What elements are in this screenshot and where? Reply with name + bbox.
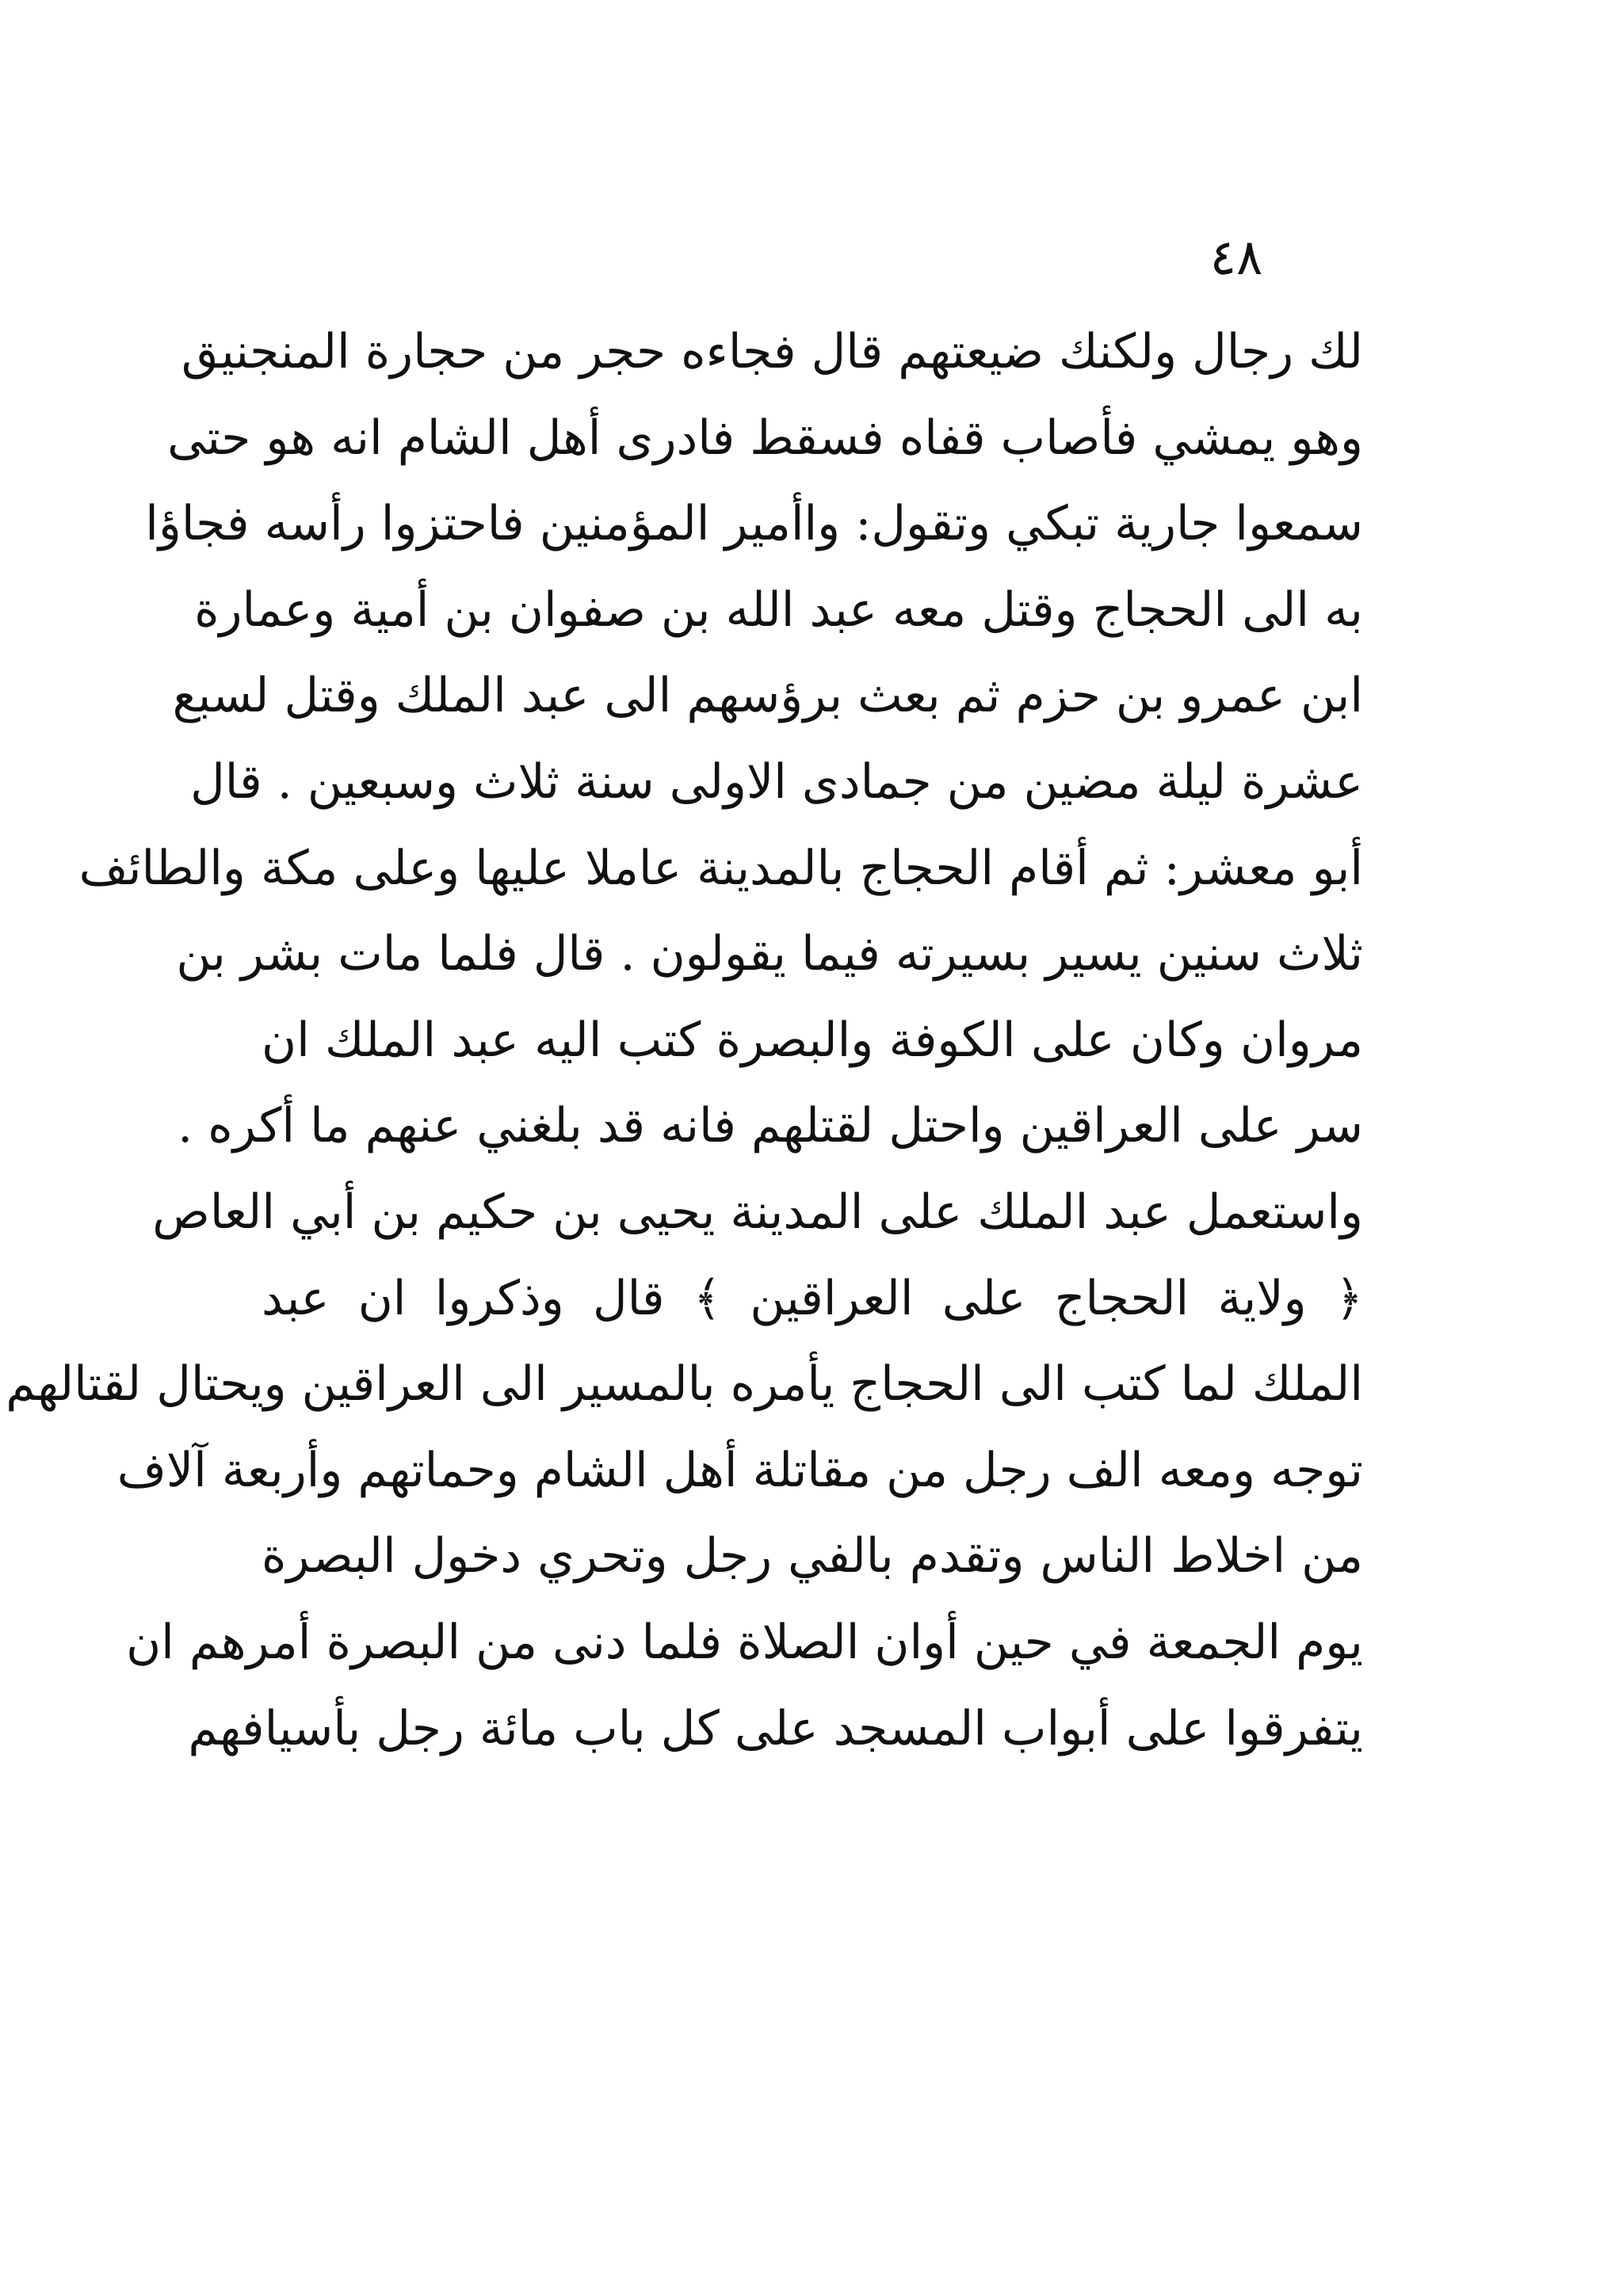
text-line: سمعوا جارية تبكي وتقول: واأمير المؤمنين فاحتزوا رأسه فجاؤا [145,496,1363,552]
text-line: به الى الحجاج وقتل معه عبد الله بن صفوان بن أمية وعمارة [194,582,1363,638]
text-line: سر على العراقين واحتل لقتلهم فانه قد بلغني عنهم ما أكره . [178,1098,1363,1154]
text-line: يوم الجمعة في حين أوان الصلاة فلما دنى من البصرة أمرهم ان [126,1614,1363,1670]
section-heading-line: ﴿ ولاية الحجاج على العراقين ﴾ قال وذكروا ان عبد [262,1270,1363,1326]
text-line: مروان وكان على الكوفة والبصرة كتب اليه عبد الملك ان [262,1012,1363,1068]
text-line: أبو معشر: ثم أقام الحجاج بالمدينة عاملا عليها وعلى مكة والطائف [78,840,1363,896]
text-line: الملك لما كتب الى الحجاج يأمره بالمسير الى العراقين ويحتال لقتالهم [6,1356,1363,1413]
text-line: وهو يمشي فأصاب قفاه فسقط فادرى أهل الشام انه هو حتى [167,410,1363,466]
text-line: توجه ومعه الف رجل من مقاتلة أهل الشام وحماتهم وأربعة آلاف [116,1442,1363,1498]
text-line: ابن عمرو بن حزم ثم بعث برؤسهم الى عبد الملك وقتل لسبع [172,668,1363,724]
text-line: عشرة ليلة مضين من جمادى الاولى سنة ثلاث وسبعين . قال [190,753,1363,810]
text-line: يتفرقوا على أبواب المسجد على كل باب مائة رجل بأسيافهم [188,1700,1363,1756]
page-number: ٤٨ [1209,228,1263,286]
text-line: ثلاث سنين يسير بسيرته فيما يقولون . قال فلما مات بشر بن [176,926,1363,982]
text-line: واستعمل عبد الملك على المدينة يحيى بن حكيم بن أبي العاص [152,1184,1363,1240]
text-line: من اخلاط الناس وتقدم بالفي رجل وتحري دخول البصرة [262,1528,1363,1585]
body-text [6,309,1363,1772]
text-line: لك رجال ولكنك ضيعتهم قال فجاءه حجر من حجارة المنجنيق [181,324,1363,379]
